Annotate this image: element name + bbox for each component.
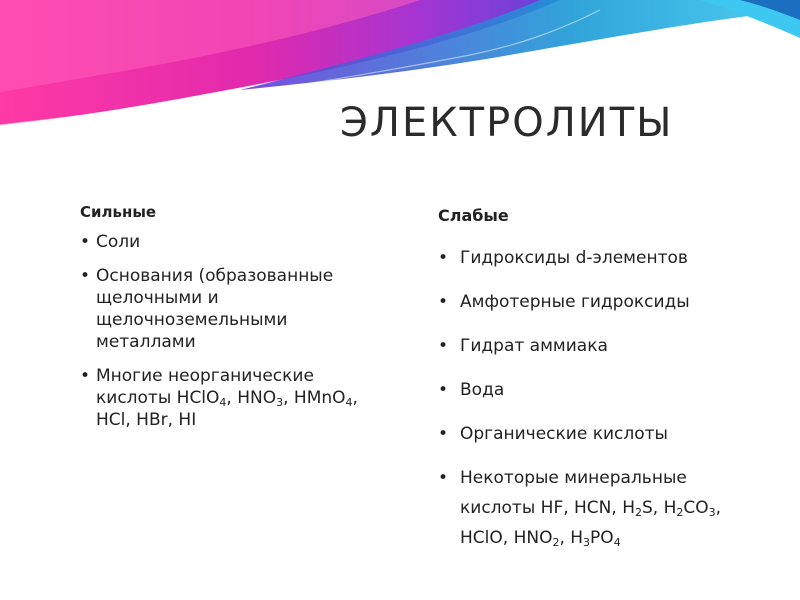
list-item: • Соли	[80, 231, 360, 253]
subscript: 4	[345, 396, 353, 409]
subscript: 4	[219, 396, 227, 409]
list-item: • Вода	[438, 375, 758, 405]
list-item: • Гидрат аммиака	[438, 331, 758, 361]
strong-electrolytes-column	[80, 203, 360, 443]
subscript: 3	[583, 536, 591, 549]
slide-title: ЭЛЕКТРОЛИТЫ	[340, 100, 674, 146]
subscript: 2	[676, 506, 684, 519]
list-item: • Некоторые минеральные кислоты HF, HCN, $H_2S$, $H_2CO_3$, HClO, $HNO_2$, $H_3PO_4$	[438, 463, 758, 553]
weak-list	[438, 243, 758, 553]
list-item: • Амфотерные гидроксиды	[438, 287, 758, 317]
subscript: 3	[276, 396, 284, 409]
strong-list	[80, 231, 360, 431]
list-item: • Органические кислоты	[438, 419, 758, 449]
weak-electrolytes-column	[438, 206, 758, 567]
subscript: 4	[613, 536, 621, 549]
strong-heading: Сильные	[80, 203, 157, 221]
list-item: • Многие неорганические кислоты HClO$_4$, $HNO_3$, HMnO$_4$, HCl, HBr, HI	[80, 365, 360, 431]
subscript: 3	[708, 506, 716, 519]
list-item: • Гидроксиды d-элементов	[438, 243, 758, 273]
list-item: • Основания (образованные щелочными и щелочноземельными металлами	[80, 265, 360, 353]
subscript: 2	[635, 506, 642, 519]
subscript: 2	[552, 536, 560, 549]
weak-heading: Слабые	[438, 206, 509, 225]
